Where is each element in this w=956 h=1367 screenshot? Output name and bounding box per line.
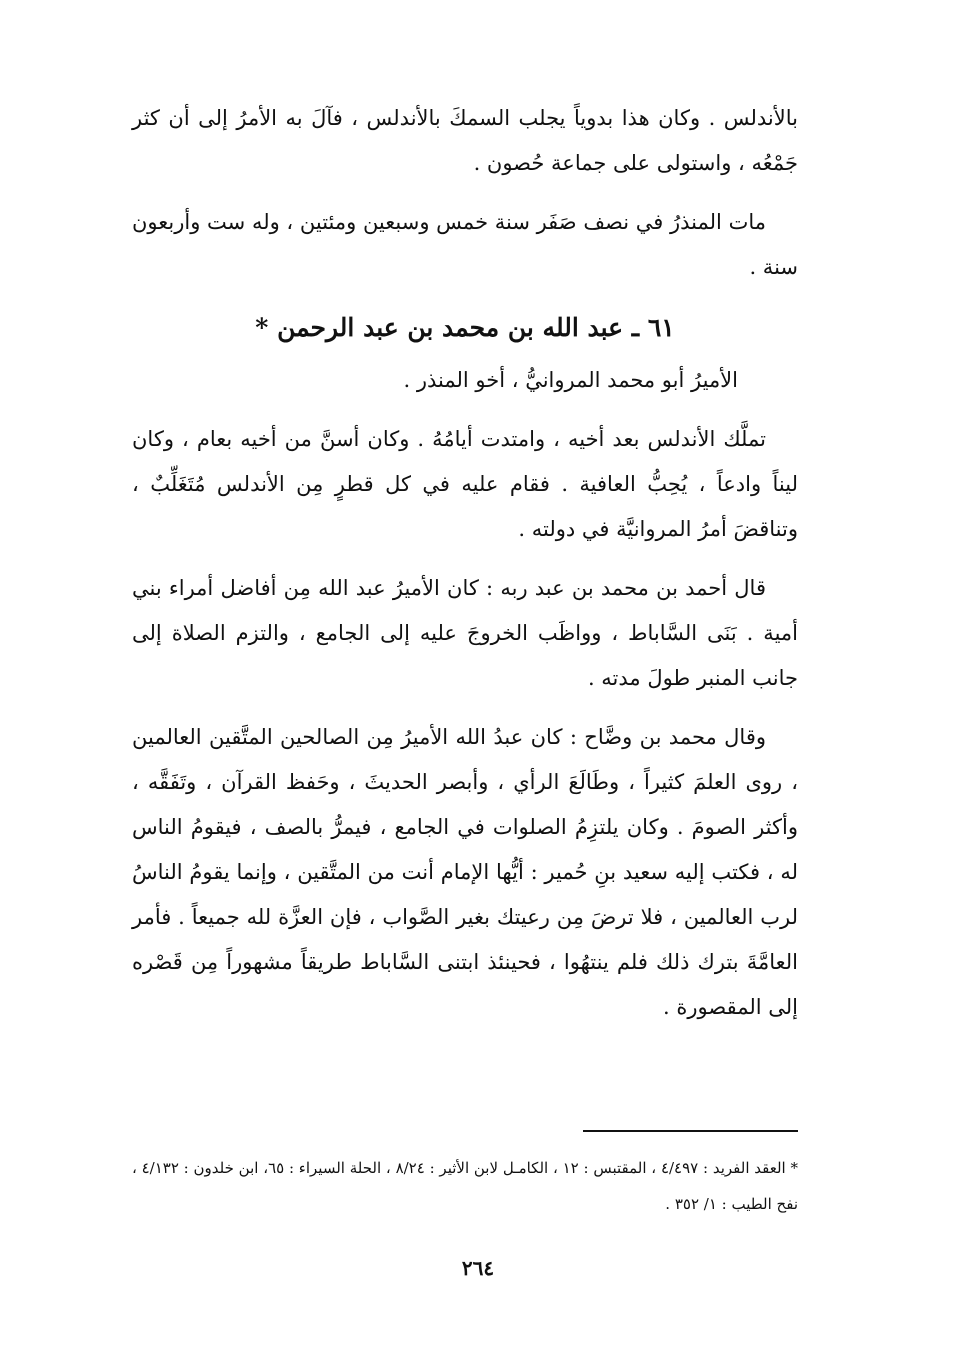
paragraph-death-of-mundhir: مات المنذرُ في نصف صَفَر سنة خمس وسبعين ومئتين ، وله ست وأربعون سنة . <box>132 210 798 279</box>
main-text <box>132 96 798 1044</box>
footnote-divider <box>583 1130 798 1132</box>
entry-paragraph-reign: تملَّك الأندلس بعد أخيه ، وامتدت أيامُهُ . وكان أسنَّ من أخيه بعام ، وكان ليناً وادعاً ، يُحِبُّ العافية . فقام عليه في كل قطرٍ مِن الأندلس مُتَغَلِّبٌ ، وتناقضَ أمرُ المروانيَّة في دولته . <box>132 427 798 541</box>
entry-paragraph-ibn-waddah: وقال محمد بن وضَّاح : كان عبدُ الله الأميرُ مِن الصالحين المتَّقين العالمين ، روى العلمَ كثيراً ، وطَالَعَ الرأي ، وأبصر الحديثَ ، وحَفظ القرآن ، وتَفَقَّه ، وأكثر الصومَ . وكان يلتزِمُ الصلوات في الجامع ، فيمرُّ بالصف ، فيقومُ الناس له ، فكتب إليه سعيد بنِ حُمير : أيُّها الإمام أنت من المتَّقين ، وإنما يقومُ الناسُ لرب العالمين ، فلا ترضَ مِن رعيتك بغير الصَّواب ، فإن العزَّة لله جميعاً . فأمر العامَّةَ بترك ذلك فلم ينتهُوا ، فحينئذ ابتنى السَّاباط طريقاً مشهوراً مِن قَصْره إلى المقصورة . <box>132 725 798 1019</box>
entry-subtitle: الأميرُ أبو محمد المروانيُّ ، أخو المنذر . <box>403 368 738 392</box>
paragraph-continuation: بالأندلس . وكان هذا بدوياً يجلب السمكَ بالأندلس ، فآلَ به الأمرُ إلى أن كثر جَمْعُه ، واستولى على جماعة حُصون . <box>132 106 798 175</box>
entry-paragraph-ibn-abd-rabbih: قال أحمد بن محمد بن عبد ربه : كان الأميرُ عبد الله مِن أفاضل أمراء بني أمية . بَنَى السَّاباط ، وواظَب الخروجَ عليه إلى الجامع ، والتزم الصلاة إلى جانب المنبر طولَ مدته . <box>132 576 798 690</box>
page-number: ٢٦٤ <box>461 1256 495 1280</box>
footnote: * العقد الفريد : ٤/٤٩٧ ، المقتبس : ١٢ ، الكامـل لابن الأثير : ٨/٢٤ ، الحلة السيراء : ٦٥، ابن خلدون : ٤/١٣٢ ، نفح الطيب : ١/ ٣٥٢ . <box>132 1159 798 1213</box>
entry-heading: ٦١ ـ عبد الله بن محمد بن عبد الرحمن * <box>255 313 675 342</box>
